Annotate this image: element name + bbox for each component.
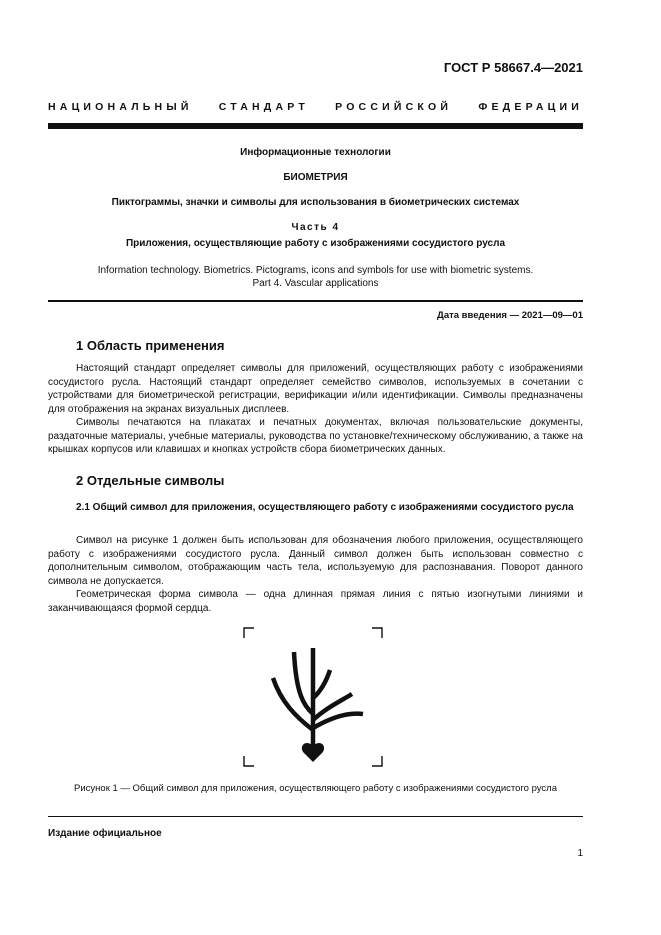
section-1-heading: 1 Область применения bbox=[76, 338, 225, 353]
part-title: Приложения, осуществляющие работу с изображениями сосудистого русла bbox=[125, 238, 506, 249]
footer-rule bbox=[48, 816, 583, 817]
title-line-3: Пиктограммы, значки и символы для использования в биометрических системах bbox=[111, 197, 520, 208]
official-edition-label: Издание официальное bbox=[48, 828, 162, 839]
title-rule bbox=[48, 300, 583, 302]
figure-caption: Рисунок 1 — Общий символ для приложения, осуществляющего работу с изображениями сосудистого русла bbox=[74, 783, 557, 794]
national-standard-banner: НАЦИОНАЛЬНЫЙ СТАНДАРТ РОССИЙСКОЙ ФЕДЕРАЦИИ bbox=[48, 101, 583, 113]
english-title-line-2: Part 4. Vascular applications bbox=[252, 278, 379, 289]
title-line-2: БИОМЕТРИЯ bbox=[283, 172, 348, 183]
introduction-date: Дата введения — 2021—09—01 bbox=[437, 310, 583, 321]
section-1-paragraph-1: Настоящий стандарт определяет символы для приложений, осуществляющих работу с изображениями сосудистого русла. Настоящий стандарт определяет семейство символов, используемых в сочетании с устройствами для биометрической регистрации, верификации и/или идентификации. Символы предназначены для отображения на экранах визуальных дисплеев. bbox=[48, 363, 583, 416]
section-1-paragraph-2: Символы печатаются на плакатах и печатных документах, включая пользовательские документы, раздаточные материалы, учебные материалы, руководства по установке/техническому обслуживанию, а также на крышках корпусов или клавишах и кнопках устройств сбора биометрических данных. bbox=[48, 417, 583, 456]
section-2-1-heading: 2.1 Общий символ для приложения, осуществляющего работу с изображениями сосудистого русла bbox=[76, 502, 574, 513]
page-number: 1 bbox=[577, 848, 583, 859]
title-line-1: Информационные технологии bbox=[240, 147, 391, 158]
header-rule bbox=[48, 123, 583, 129]
section-2-paragraph-1: Символ на рисунке 1 должен быть использован для обозначения любого приложения, осуществляющего работу с изображениями сосудистого русла. Данный символ должен быть использован совместно с дополнительным символом, отображающим часть тела, используемую для распознавания. Поворот данного символа не допускается. bbox=[48, 535, 583, 588]
part-label: Часть 4 bbox=[291, 222, 340, 233]
document-number: ГОСТ Р 58667.4—2021 bbox=[443, 60, 583, 75]
section-2-paragraph-2: Геометрическая форма символа — одна длинная прямая линия с пятью изогнутыми линиями и заканчивающаяся формой сердца. bbox=[48, 589, 583, 614]
english-title-line-1: Information technology. Biometrics. Pictograms, icons and symbols for use with biometric systems. bbox=[97, 265, 534, 276]
english-title bbox=[48, 264, 583, 290]
figure-1 bbox=[238, 622, 388, 772]
vascular-symbol-icon bbox=[238, 622, 388, 772]
section-2-heading: 2 Отдельные символы bbox=[76, 473, 225, 488]
